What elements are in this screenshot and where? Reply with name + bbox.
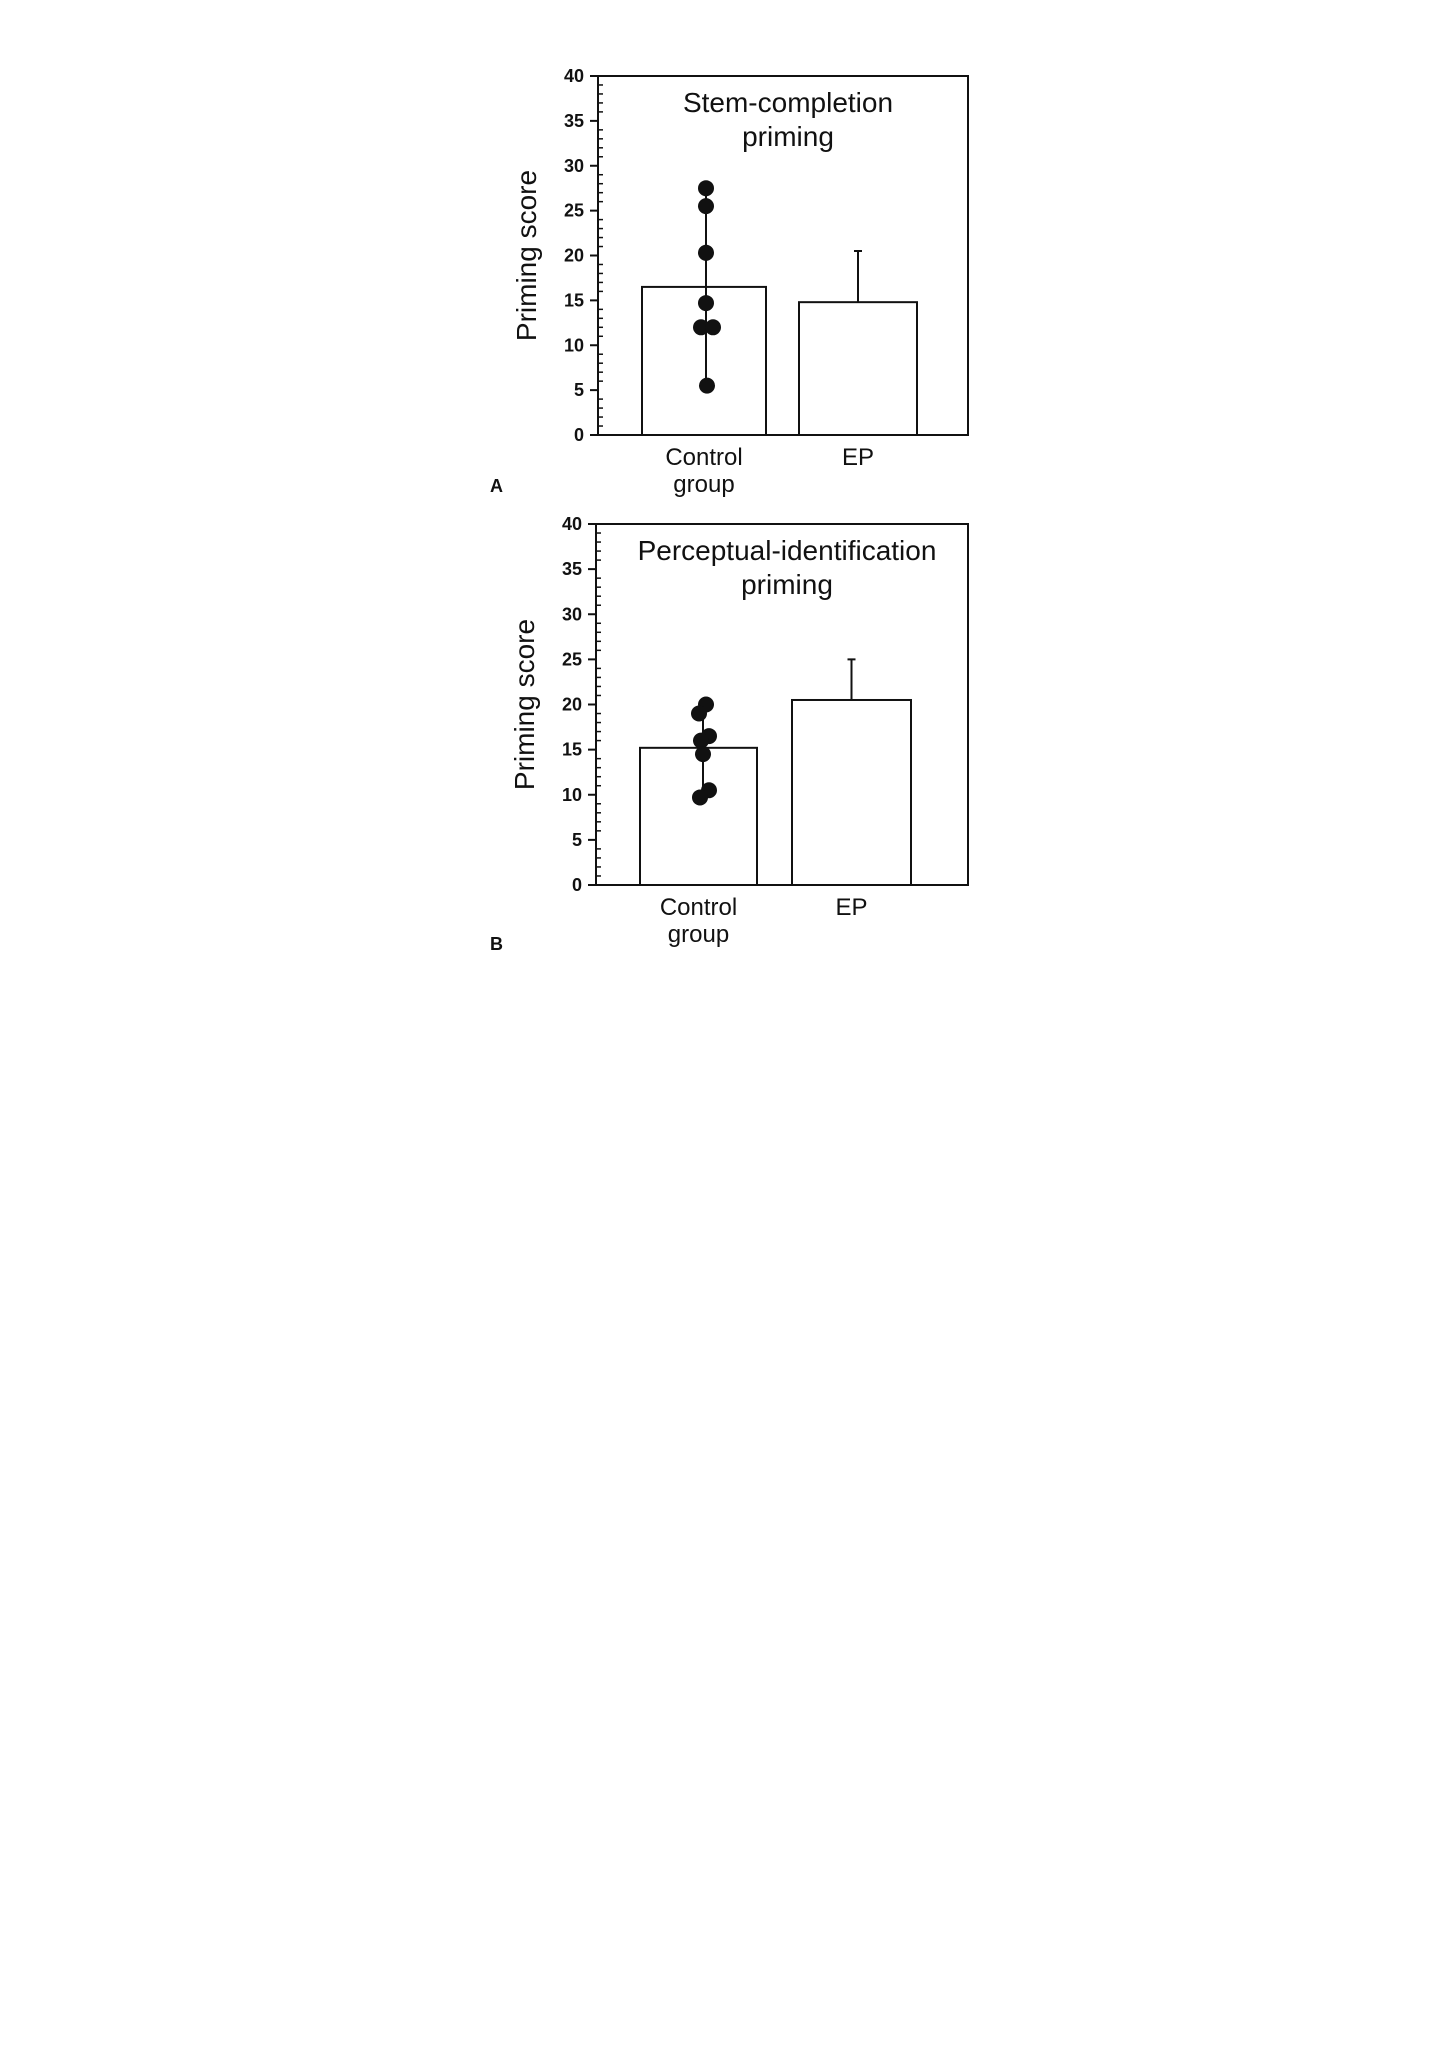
y-axis-label: Priming score	[509, 618, 540, 791]
y-tick-label: 15	[563, 290, 584, 311]
control-data-point	[695, 746, 711, 762]
y-axis-label: Priming score	[511, 169, 542, 342]
panel-label: A	[490, 476, 503, 496]
chart-title-line-2: priming	[741, 569, 833, 600]
y-tick-label: 20	[563, 245, 584, 266]
control-data-point	[698, 198, 714, 214]
bar-ep	[792, 700, 911, 885]
y-tick-label: 40	[561, 514, 582, 534]
chart-panel-b	[490, 514, 968, 954]
y-tick-label: 30	[561, 604, 582, 625]
bar-ep	[799, 302, 917, 435]
x-tick-label-control-line-1: Control	[659, 894, 738, 921]
y-tick-label: 0	[573, 425, 584, 445]
y-tick-label: 30	[563, 155, 584, 176]
bars	[642, 251, 917, 435]
control-data-point	[693, 733, 709, 749]
control-data-point	[699, 378, 715, 394]
y-tick-label: 10	[563, 335, 584, 356]
chart-title-line-1: Stem-completion	[682, 87, 894, 118]
y-tick-label: 25	[561, 649, 582, 670]
x-tick-label-ep: EP	[835, 894, 868, 921]
bar-control-group	[640, 748, 757, 885]
control-data-point	[698, 245, 714, 261]
control-data-point	[698, 180, 714, 196]
y-tick-label: 0	[571, 875, 582, 895]
y-tick-label: 25	[563, 200, 584, 221]
chart-panel-a	[490, 66, 968, 498]
x-tick-label-control-line-2: group	[667, 921, 730, 948]
x-tick-label-control-line-1: Control	[665, 444, 743, 471]
y-tick-label: 35	[561, 559, 582, 580]
y-tick-label: 10	[561, 784, 582, 805]
chart-title-line-1: Perceptual-identification	[637, 535, 937, 566]
bars	[640, 659, 911, 885]
y-tick-label: 20	[561, 694, 582, 715]
panel-label: B	[490, 934, 503, 954]
y-tick-label: 15	[561, 739, 582, 760]
chart-title-line-2: priming	[742, 121, 834, 152]
control-data-point	[692, 789, 708, 805]
x-tick-label-control-line-2: group	[673, 471, 735, 498]
y-tick-label: 5	[571, 829, 582, 850]
control-data-point	[691, 706, 707, 722]
y-tick-label: 5	[573, 380, 584, 401]
x-tick-label-ep: EP	[841, 444, 875, 471]
control-data-point	[705, 319, 721, 335]
y-tick-label: 35	[563, 110, 584, 131]
y-tick-label: 40	[563, 66, 584, 86]
control-data-point	[698, 295, 714, 311]
